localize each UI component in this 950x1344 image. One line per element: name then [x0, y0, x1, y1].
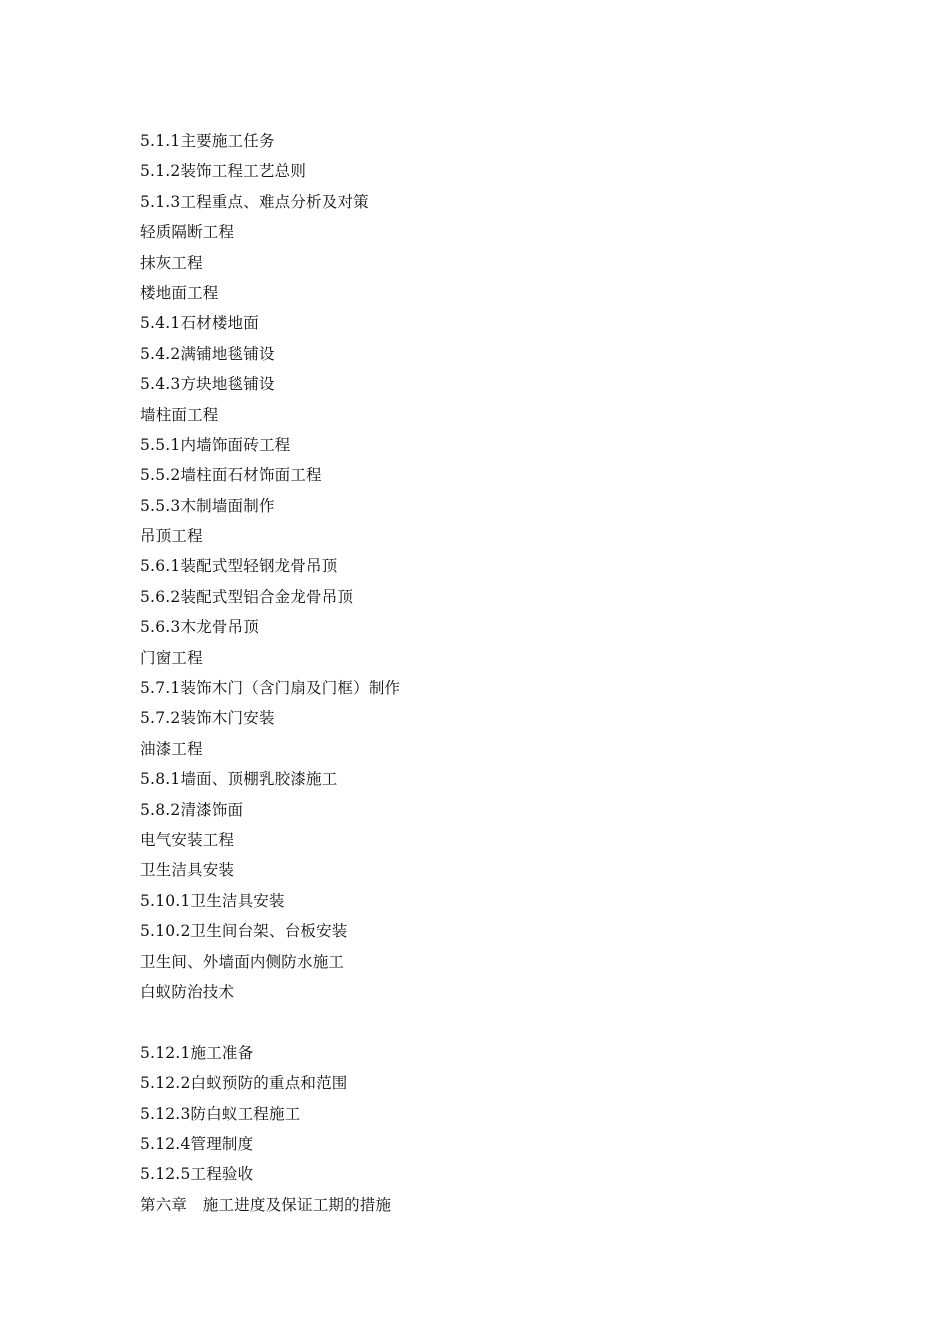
toc-entry: 5.12.4管理制度 — [140, 1134, 254, 1153]
toc-entry: 5.10.1卫生洁具安装 — [140, 891, 285, 910]
toc-section-heading: 墙柱面工程 — [140, 405, 219, 424]
toc-section-heading: 白蚁防治技术 — [140, 982, 235, 1001]
toc-entry: 5.8.1墙面、顶棚乳胶漆施工 — [140, 770, 338, 789]
toc-entry: 5.5.3木制墙面制作 — [140, 496, 275, 515]
toc-section-heading: 轻质隔断工程 — [140, 223, 235, 242]
toc-section-heading: 吊顶工程 — [140, 527, 203, 546]
toc-entry: 5.12.2白蚁预防的重点和范围 — [140, 1074, 348, 1093]
toc-entry: 5.7.1装饰木门（含门扇及门框）制作 — [140, 679, 401, 698]
toc-entry: 5.12.3防白蚁工程施工 — [140, 1104, 301, 1123]
toc-entry: 5.12.1施工准备 — [140, 1043, 254, 1062]
toc-entry: 5.4.3方块地毯铺设 — [140, 375, 275, 394]
toc-entry: 5.5.2墙柱面石材饰面工程 — [140, 466, 322, 485]
toc-entry: 5.1.3工程重点、难点分析及对策 — [140, 192, 369, 211]
toc-section-heading: 卫生洁具安装 — [140, 861, 235, 880]
toc-entry: 5.4.2满铺地毯铺设 — [140, 344, 275, 363]
toc-entry: 5.10.2卫生间台架、台板安装 — [140, 922, 348, 941]
blank-line — [140, 1007, 840, 1037]
toc-entry: 5.8.2清漆饰面 — [140, 800, 244, 819]
table-of-contents — [140, 126, 840, 1220]
toc-entry: 5.6.1装配式型轻钢龙骨吊顶 — [140, 557, 338, 576]
toc-entry: 5.4.1石材楼地面 — [140, 314, 259, 333]
toc-chapter-heading: 第六章 施工进度及保证工期的措施 — [140, 1195, 392, 1214]
toc-section-heading: 抹灰工程 — [140, 253, 203, 272]
toc-section-heading: 门窗工程 — [140, 648, 203, 667]
toc-section-heading: 卫生间、外墙面内侧防水施工 — [140, 952, 345, 971]
toc-entry: 5.1.2装饰工程工艺总则 — [140, 162, 307, 181]
toc-entry: 5.5.1内墙饰面砖工程 — [140, 435, 291, 454]
toc-entry: 5.6.3木龙骨吊顶 — [140, 618, 259, 637]
toc-section-heading: 电气安装工程 — [140, 830, 235, 849]
toc-entry: 5.6.2装配式型铝合金龙骨吊顶 — [140, 587, 354, 606]
toc-section-heading: 楼地面工程 — [140, 283, 219, 302]
toc-entry: 5.1.1主要施工任务 — [140, 132, 275, 150]
toc-entry: 5.7.2装饰木门安装 — [140, 709, 275, 728]
toc-entry: 5.12.5工程验收 — [140, 1165, 254, 1184]
toc-section-heading: 油漆工程 — [140, 739, 203, 758]
